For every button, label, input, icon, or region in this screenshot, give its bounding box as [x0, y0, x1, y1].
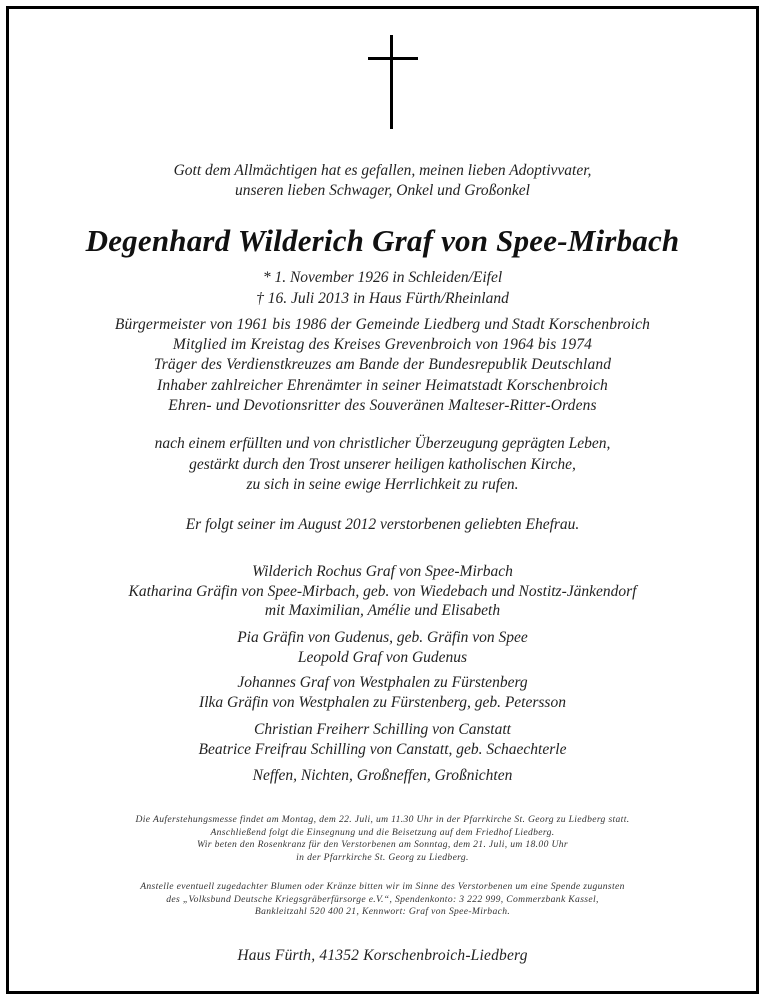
obituary-notice — [6, 6, 759, 994]
mourner-line: mit Maximilian, Amélie und Elisabeth — [264, 602, 501, 619]
intro-line: unseren lieben Schwager, Onkel und Großonkel — [234, 181, 530, 199]
office-line: Ehren- und Devotionsritter des Souveränen Malteser-Ritter-Ordens — [168, 396, 597, 414]
office-line: Mitglied im Kreistag des Kreises Grevenbroich von 1964 bis 1974 — [172, 336, 593, 354]
deceased-name: Degenhard Wilderich Graf von Spee-Mirbach — [85, 223, 680, 258]
death-date: † 16. Juli 2013 in Haus Fürth/Rheinland — [256, 290, 509, 307]
life-text — [9, 434, 756, 496]
office-line: Bürgermeister von 1961 bis 1986 der Gemeinde Liedberg und Stadt Korschenbroich — [114, 316, 651, 333]
birth-date: * 1. November 1926 in Schleiden/Eifel — [262, 269, 503, 286]
life-line: zu sich in seine ewige Herrlichkeit zu rufen. — [246, 476, 519, 493]
mourner-line: Neffen, Nichten, Großneffen, Großnichten — [252, 767, 513, 784]
notice-line: Die Auferstehungsmesse findet am Montag, dem 22. Juli, um 11.30 Uhr in der Pfarrkirche St. Georg zu Liedberg statt. — [135, 814, 630, 825]
family-address: Haus Fürth, 41352 Korschenbroich-Liedberg — [237, 947, 528, 964]
mourner-line: Beatrice Freifrau Schilling von Canstatt, geb. Schaechterle — [198, 740, 567, 758]
life-line: gestärkt durch den Trost unserer heiligen katholischen Kirche, — [189, 455, 576, 473]
mourner-group — [9, 766, 756, 786]
intro-line: Gott dem Allmächtigen hat es gefallen, meinen lieben Adoptivvater, — [173, 162, 592, 179]
mourner-line: Christian Freiherr Schilling von Canstatt — [254, 721, 511, 738]
notice-line: Anschließend folgt die Einsegnung und die Beisetzung auf dem Friedhof Liedberg. — [210, 826, 555, 838]
mourner-group — [9, 720, 756, 759]
donation-notice — [9, 881, 756, 919]
life-dates — [9, 267, 756, 309]
mourner-group — [9, 628, 756, 667]
life-line: nach einem erfüllten und von christlicher Überzeugung geprägten Leben, — [154, 435, 611, 452]
mourner-group — [9, 673, 756, 712]
mourner-line: Johannes Graf von Westphalen zu Fürstenberg — [237, 674, 528, 691]
notice-line: Wir beten den Rosenkranz für den Verstorbenen am Sonntag, dem 21. Juli, um 18.00 Uhr — [196, 839, 568, 851]
notice-line: Bankleitzahl 520 400 21, Kennwort: Graf von Spee-Mirbach. — [254, 906, 511, 918]
cross-icon — [368, 35, 418, 129]
notice-line: des „Volksbund Deutsche Kriegsgräberfürsorge e.V.“, Spendenkonto: 3 222 999, Commerzbank Kassel, — [166, 893, 599, 905]
mourner-line: Ilka Gräfin von Westphalen zu Fürstenberg, geb. Petersson — [199, 693, 566, 711]
mourner-line: Leopold Graf von Gudenus — [297, 648, 468, 666]
mourner-line: Pia Gräfin von Gudenus, geb. Gräfin von Spee — [237, 629, 528, 646]
offices-list — [9, 315, 756, 416]
mourner-line: Wilderich Rochus Graf von Spee-Mirbach — [252, 563, 513, 580]
office-line: Inhaber zahlreicher Ehrenämter in seiner Heimatstadt Korschenbroich — [157, 376, 608, 394]
mourner-line: Katharina Gräfin von Spee-Mirbach, geb. von Wiedebach und Nostitz-Jänkendorf — [128, 582, 637, 600]
service-notice — [9, 814, 756, 864]
office-line: Träger des Verdienstkreuzes am Bande der Bundesrepublik Deutschland — [153, 356, 612, 374]
notice-line: Anstelle eventuell zugedachter Blumen oder Kränze bitten wir im Sinne des Verstorbenen um eine Spende zugunsten — [140, 881, 625, 892]
mourner-group — [9, 562, 756, 621]
notice-line: in der Pfarrkirche St. Georg zu Liedberg. — [296, 851, 469, 863]
wife-note: Er folgt seiner im August 2012 verstorbenen geliebten Ehefrau. — [185, 516, 580, 533]
intro-text — [9, 161, 756, 200]
